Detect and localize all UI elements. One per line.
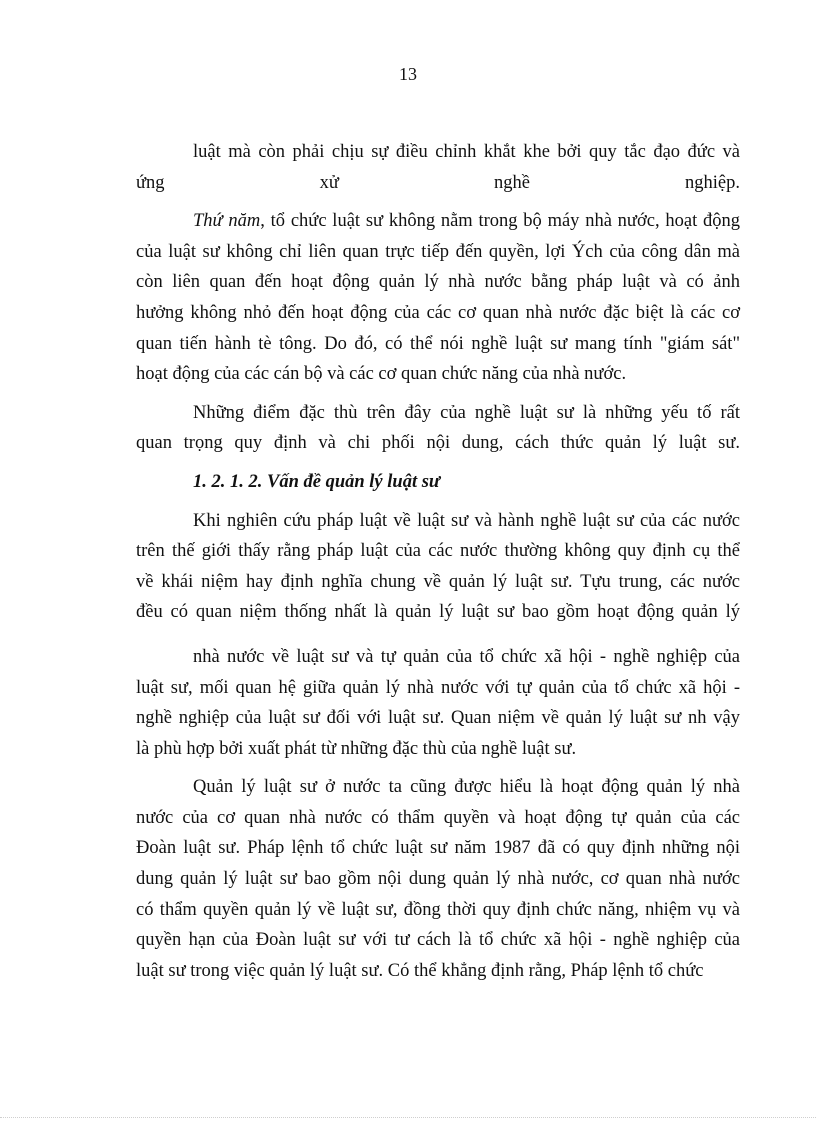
text-line: dung quản lý luật sư bao gồm nội dung quản lý nhà nước, cơ quan nhà nước	[136, 869, 740, 890]
text-line: đều có quan niệm thống nhất là quản lý luật sư bao gồm hoạt động quản lý	[136, 602, 740, 623]
text-line: Khi nghiên cứu pháp luật về luật sư và hành nghề luật sư của các nước	[193, 510, 740, 531]
page-number: 13	[399, 64, 417, 84]
text-line: nhà nước về luật sư và tự quản của tổ chức xã hội - nghề nghiệp của	[193, 646, 740, 667]
text-line: Đoàn luật sư. Pháp lệnh tổ chức luật sư năm 1987 đã có quy định những nội	[136, 838, 740, 859]
text-line: Những điểm đặc thù trên đây của nghề luật sư là những yếu tố rất	[193, 402, 740, 423]
text-line: luật mà còn phải chịu sự điều chỉnh khắt khe bởi quy tắc đạo đức và	[193, 142, 740, 162]
text-line: hoạt động của các cán bộ và các cơ quan chức năng của nhà nước.	[136, 364, 627, 385]
text-line: quyền hạn của Đoàn luật sư với tư cách là tổ chức xã hội - nghề nghiệp của	[136, 930, 740, 951]
paragraph-first-line	[136, 206, 740, 237]
text-line: của luật sư không chỉ liên quan trực tiếp đến quyền, lợi Ých của công dân mà	[136, 241, 740, 262]
text-line: luật sư trong việc quản lý luật sư. Có thể khẳng định rằng, Pháp lệnh tổ chức	[136, 960, 704, 981]
text-line: quan trọng quy định và chi phối nội dung, cách thức quản lý luật sư.	[136, 433, 740, 454]
text-line: ứng xử nghề nghiệp.	[136, 172, 740, 193]
text-line: quan tiến hành tè tông. Do đó, có thể nói nghề luật sư mang tính "giám sát"	[136, 333, 740, 354]
text-line: hưởng không nhỏ đến hoạt động của các cơ quan nhà nước đặc biệt là các cơ	[136, 302, 740, 323]
text-line: còn liên quan đến hoạt động quản lý nhà nước bằng pháp luật và có ảnh	[136, 272, 740, 293]
text-line: có thẩm quyền quản lý về luật sư, đồng thời quy định chức năng, nhiệm vụ và	[136, 899, 740, 920]
section-heading: 1. 2. 1. 2. Vấn đề quản lý luật sư	[193, 471, 440, 492]
page-bottom-border	[0, 1117, 816, 1118]
text-line: nghề nghiệp của luật sư đối với luật sư. Quan niệm về quản lý luật sư nh vậy	[136, 708, 740, 729]
text-line: về khái niệm hay định nghĩa chung về quản lý luật sư. Tựu trung, các nước	[136, 571, 740, 592]
text-line: trên thế giới thấy rằng pháp luật của các nước thường không quy định cụ thể	[136, 541, 740, 562]
text-line: nước của cơ quan nhà nước có thẩm quyền và hoạt động tự quản của các	[136, 807, 740, 828]
document-body	[136, 137, 740, 986]
italic-emphasis: Thứ năm	[193, 211, 261, 232]
text-line: luật sư, mối quan hệ giữa quản lý nhà nước với tự quản của tổ chức xã hội -	[136, 677, 740, 698]
text-line: Quản lý luật sư ở nước ta cũng được hiểu là hoạt động quản lý nhà	[193, 777, 740, 798]
text-line: là phù hợp bởi xuất phát từ những đặc thù của nghề luật sư.	[136, 738, 577, 759]
text-run: , tổ chức luật sư không nằm trong bộ máy nhà nước, hoạt động	[260, 211, 740, 232]
